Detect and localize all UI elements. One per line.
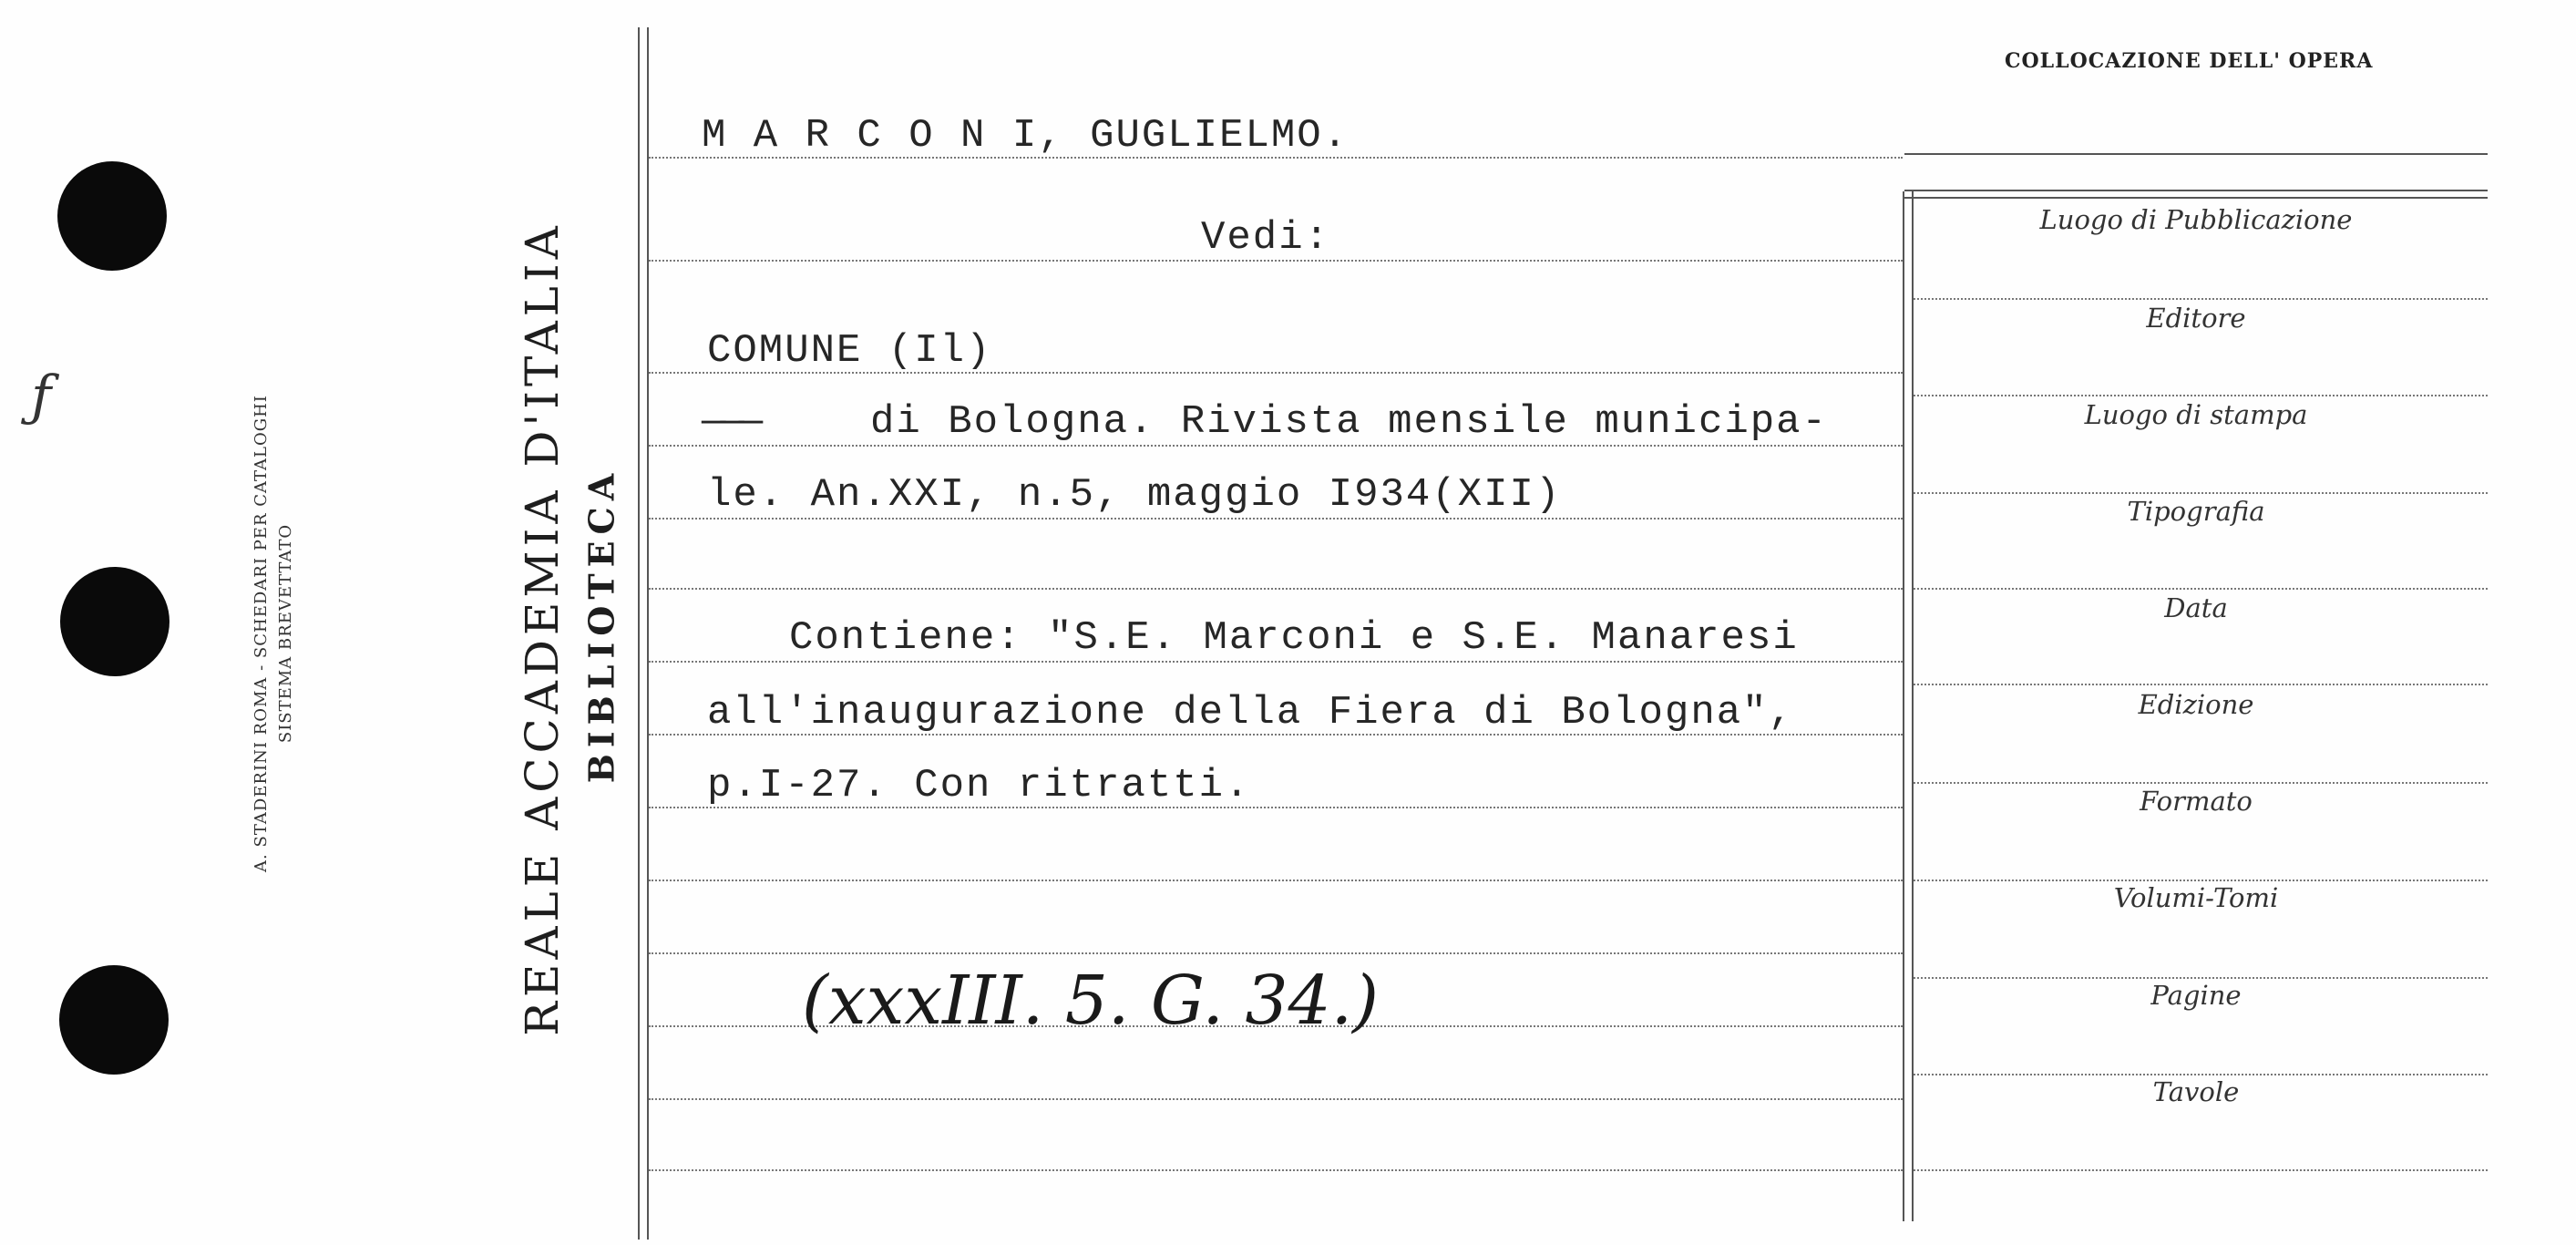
field-line [1914,298,2488,300]
field-line [1914,1074,2488,1075]
title-line-2: le. An.XXI, n.5, maggio I934(XII) [707,472,1562,518]
field-line [1914,395,2488,396]
handwritten-shelfmark: (xxxIII. 5. G. 34.) [802,962,1380,1040]
field-label: Data [2164,592,2228,623]
ruled-line-header [1904,153,2488,155]
field-line [1914,492,2488,494]
ruled-line [649,1098,1903,1100]
see-reference: Vedi: [1201,215,1331,261]
contents-line-2: all'inaugurazione della Fiera di Bologna", [707,690,1794,736]
main-rule-left [638,27,640,1240]
field-label: Tavole [2152,1076,2240,1107]
ruled-line [649,445,1903,447]
contents-line-3: p.I-27. Con ritratti. [707,763,1251,808]
ruled-line [649,1169,1903,1171]
punch-hole-top [57,161,167,271]
ruled-line [649,518,1903,520]
author-heading: M A R C O N I, GUGLIELMO. [702,113,1350,159]
field-label: Formato [2140,786,2253,817]
department-name: BIBLIOTECA [580,467,622,784]
main-rule-right [647,27,649,1240]
field-label: Edizione [2138,689,2254,720]
field-label: Pagine [2150,980,2242,1011]
field-line [1914,588,2488,590]
title-line-1: di Bologna. Rivista mensile municipa- [870,399,1828,445]
ruled-line [649,880,1903,881]
punch-hole-bottom [59,965,169,1075]
pencil-mark-icon: ƒ [31,365,52,428]
field-line [1914,1169,2488,1171]
collocation-label: COLLOCAZIONE DELL' OPERA [2005,49,2374,73]
ruled-line [649,588,1903,590]
repeat-dash: ——— [702,399,758,445]
printer-line-2: SISTEMA BREVETTATO [276,523,295,744]
field-line [1914,782,2488,784]
ruled-line [649,952,1903,954]
field-label: Luogo di Pubblicazione [2039,204,2353,235]
field-line [1914,977,2488,979]
ruled-line [649,661,1903,663]
field-label: Volumi-Tomi [2113,882,2279,913]
printer-imprint [251,395,295,872]
field-line [1914,880,2488,881]
panel-top-rule [1904,190,2488,191]
field-label: Editore [2146,303,2246,334]
field-label: Luogo di stampa [2084,399,2308,430]
entry-heading: COMUNE (Il) [707,328,992,374]
panel-top-rule-2 [1904,197,2488,199]
contents-line-1: Contiene: "S.E. Marconi e S.E. Manaresi [789,615,1799,661]
punch-hole-middle [60,567,169,676]
field-line [1914,684,2488,685]
institution-name: REALE ACCADEMIA D'ITALIA [516,221,569,1036]
field-label: Tipografia [2127,496,2265,527]
printer-line-1: A. STADERINI ROMA - SCHEDARI PER CATALOGHI [251,395,271,872]
